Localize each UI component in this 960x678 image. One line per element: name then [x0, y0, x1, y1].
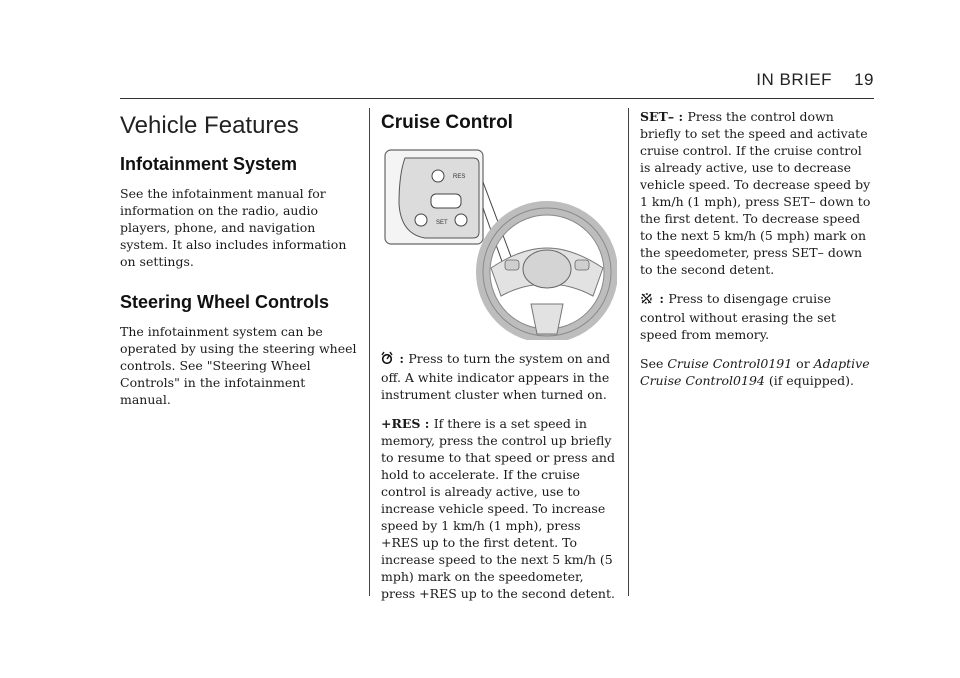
cruise-power-icon [381, 351, 393, 369]
section-name: IN BRIEF [756, 70, 833, 89]
column-middle [381, 108, 617, 614]
cruise-cancel-icon [640, 292, 653, 309]
res-description [381, 415, 617, 602]
column-divider-1 [369, 108, 370, 596]
header-rule [120, 98, 874, 99]
column-left [120, 108, 358, 420]
steering-wheel-illustration [381, 144, 617, 340]
infotainment-heading: Infotainment System [120, 154, 298, 174]
ref-page-191[interactable]: 191 [768, 356, 793, 371]
see-references [640, 355, 876, 389]
set-body: Press the control down briefly to set the speed and activate cruise control. If the cruise control is already active, use to decrease vehicle speed. To decrease speed by 1 km/h (1 mph), press SET– down to the first detent. To decrease speed to the next 5 km/h (5 mph) mark on the speedometer, press SET– down to the second detent. [640, 109, 871, 277]
res-body: If there is a set speed in memory, press the control up briefly to resume to that speed or press and hold to accelerate. If the cruise control is already active, use to increase vehicle speed. To increase speed by 1 km/h (1 mph), press +RES up to the first detent. To increase speed to the next 5 km/h (5 mph) mark on the speedometer, press +RES up to the second detent. [381, 416, 615, 601]
ref-arrow-2: 0 [733, 373, 741, 388]
power-description [381, 350, 617, 403]
steering-body: The infotainment system can be operated by using the steering wheel controls. See "Steering Wheel Controls" in the infotainment manual. [120, 324, 357, 407]
infotainment-body: See the infotainment manual for information on the radio, audio players, phone, and navigation system. It also includes information on settings. [120, 186, 347, 269]
running-head [756, 70, 874, 90]
figure-set-label: SET [436, 220, 448, 226]
power-separator: : [395, 351, 409, 366]
ref-arrow-1: 0 [760, 356, 769, 371]
cancel-body: Press to disengage cruise control without erasing the set speed from memory. [640, 291, 836, 342]
column-right [640, 108, 876, 401]
see-suffix: (if equipped). [764, 373, 855, 388]
figure-res-label: RES [453, 174, 466, 180]
steering-wheel-figure [381, 144, 617, 340]
column-divider-2 [628, 108, 629, 596]
steering-heading: Steering Wheel Controls [120, 292, 330, 312]
res-label: +RES : [381, 416, 434, 431]
see-prefix: See [640, 356, 668, 371]
section-title: Vehicle Features [120, 112, 299, 139]
set-label: SET– : [640, 109, 688, 124]
page-number: 19 [854, 70, 874, 89]
power-body: Press to turn the system on and off. A white indicator appears in the instrument cluster when turned on. [381, 351, 611, 402]
cruise-heading: Cruise Control [381, 112, 513, 133]
ref-adaptive-cruise-control[interactable]: Adaptive Cruise Control [640, 356, 870, 388]
set-description [640, 108, 876, 278]
see-or: or [792, 356, 814, 371]
ref-page-194[interactable]: 194 [741, 373, 765, 388]
cancel-separator: : [655, 291, 669, 306]
ref-cruise-control[interactable]: Cruise Control [667, 356, 761, 371]
cancel-description [640, 290, 876, 343]
